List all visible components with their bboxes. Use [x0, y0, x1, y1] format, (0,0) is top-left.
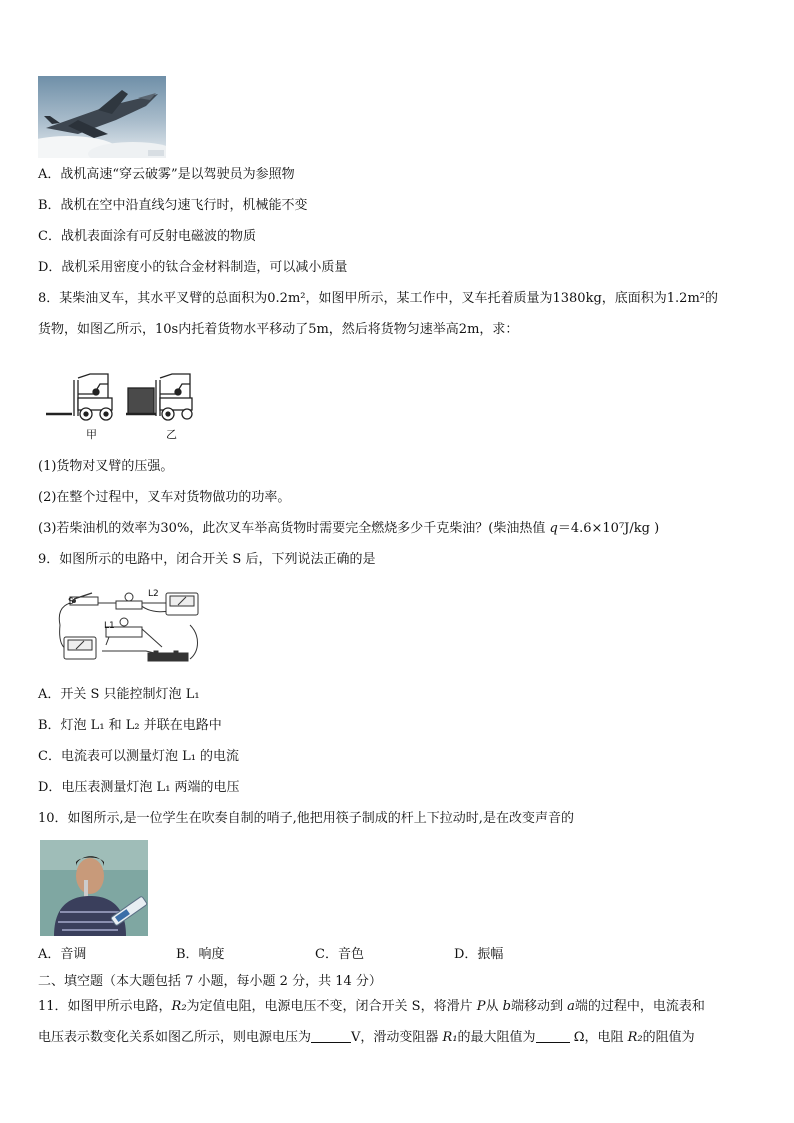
q11-var-p: P: [476, 999, 486, 1014]
q11-var-r2: R₂: [171, 999, 187, 1014]
q11-text: 端的过程中，电流表和: [574, 999, 705, 1014]
switch-icon: [70, 593, 98, 605]
q11-text: V，滑动变阻器: [351, 1030, 443, 1045]
q8-stem-line2: 货物，如图乙所示，10s内托着货物水平移动了5m，然后将货物匀速举高2m，求：: [38, 322, 519, 337]
fighter-jet-image: [38, 76, 166, 158]
blank-voltage[interactable]: [311, 1030, 351, 1043]
q11-var-b: b: [502, 999, 511, 1014]
q8-sub3: [38, 520, 659, 538]
meter-bottom-left-icon: [64, 637, 96, 659]
circuit-label-l1: L1: [104, 621, 115, 631]
q11-line2: [38, 1029, 695, 1047]
q8-sub3-variable-q: q: [549, 521, 558, 536]
q7-option-a: A．战机高速“穿云破雾”是以驾驶员为参照物: [38, 167, 295, 182]
circuit-label-s: S: [68, 597, 74, 607]
q11-var-r2: R₂: [627, 1030, 643, 1045]
q8-sub3-text-b: ＝4.6×10⁷J/kg ): [557, 521, 660, 536]
q9-option-c: C．电流表可以测量灯泡 L₁ 的电流: [38, 749, 240, 764]
battery-icon: [148, 651, 188, 661]
blank-max-resistance[interactable]: [536, 1030, 570, 1043]
q10-stem: 10．如图所示,是一位学生在吹奏自制的哨子,他把用筷子制成的杆上下拉动时,是在改变声音的: [38, 811, 574, 826]
q7-option-b: B．战机在空中沿直线匀速飞行时，机械能不变: [38, 198, 308, 213]
q8-sub1: (1)货物对叉臂的压强。: [38, 459, 174, 474]
forklift-figure: [44, 370, 194, 442]
q11-text: Ω，电阻: [569, 1030, 628, 1045]
figure-label-jia: 甲: [86, 428, 97, 441]
q11-text: 电压表示数变化关系如图乙所示，则电源电压为: [38, 1030, 312, 1045]
student-whistle-image: [40, 840, 148, 936]
q11-text: 11．如图甲所示电路，: [38, 999, 172, 1014]
meter-top-right-icon: [166, 593, 198, 615]
q11-text: 端移动到: [510, 999, 568, 1014]
q10-option-a: A．音调: [38, 947, 87, 962]
figure-label-yi: 乙: [166, 428, 177, 441]
q8-sub3-text-a: (3)若柴油机的效率为30%，此次叉车举高货物时需要完全燃烧多少千克柴油？(柴油热值: [38, 521, 550, 536]
circuit-figure: [50, 585, 210, 665]
q10-options: [38, 946, 503, 964]
q11-text: 为定值电阻，电源电压不变，闭合开关 S，将滑片: [186, 999, 477, 1014]
q11-text: 的阻值为: [642, 1030, 695, 1045]
q10-option-d: D．振幅: [454, 947, 504, 962]
forklift-jia-icon: [46, 374, 112, 420]
q7-option-c: C．战机表面涂有可反射电磁波的物质: [38, 229, 256, 244]
q11-line1: [38, 998, 705, 1016]
q9-stem: 9．如图所示的电路中，闭合开关 S 后，下列说法正确的是: [38, 552, 376, 567]
bulb-l2-icon: [116, 593, 142, 609]
section-2-heading: 二、填空题（本大题包括 7 小题，每小题 2 分，共 14 分）: [38, 974, 382, 989]
q9-option-a: A．开关 S 只能控制灯泡 L₁: [38, 687, 200, 702]
q11-var-r1: R₁: [442, 1030, 458, 1045]
q8-stem-line1: 8．某柴油叉车，其水平叉臂的总面积为0.2m²，如图甲所示，某工作中，叉车托着质量为1380kg，底面积为1.2m²的: [38, 291, 718, 306]
circuit-label-l2: L2: [148, 589, 159, 599]
q8-sub2: (2)在整个过程中，叉车对货物做功的功率。: [38, 490, 291, 505]
q11-var-a: a: [567, 999, 575, 1014]
q9-option-d: D．电压表测量灯泡 L₁ 两端的电压: [38, 780, 240, 795]
q10-option-b: B．响度: [176, 947, 225, 962]
forklift-yi-icon: [126, 374, 192, 420]
q9-option-b: B．灯泡 L₁ 和 L₂ 并联在电路中: [38, 718, 222, 733]
q10-option-c: C．音色: [315, 947, 364, 962]
q11-text: 从: [485, 999, 503, 1014]
q11-text: 的最大阻值为: [457, 1030, 536, 1045]
q7-option-d: D．战机采用密度小的钛合金材料制造，可以减小质量: [38, 260, 348, 275]
